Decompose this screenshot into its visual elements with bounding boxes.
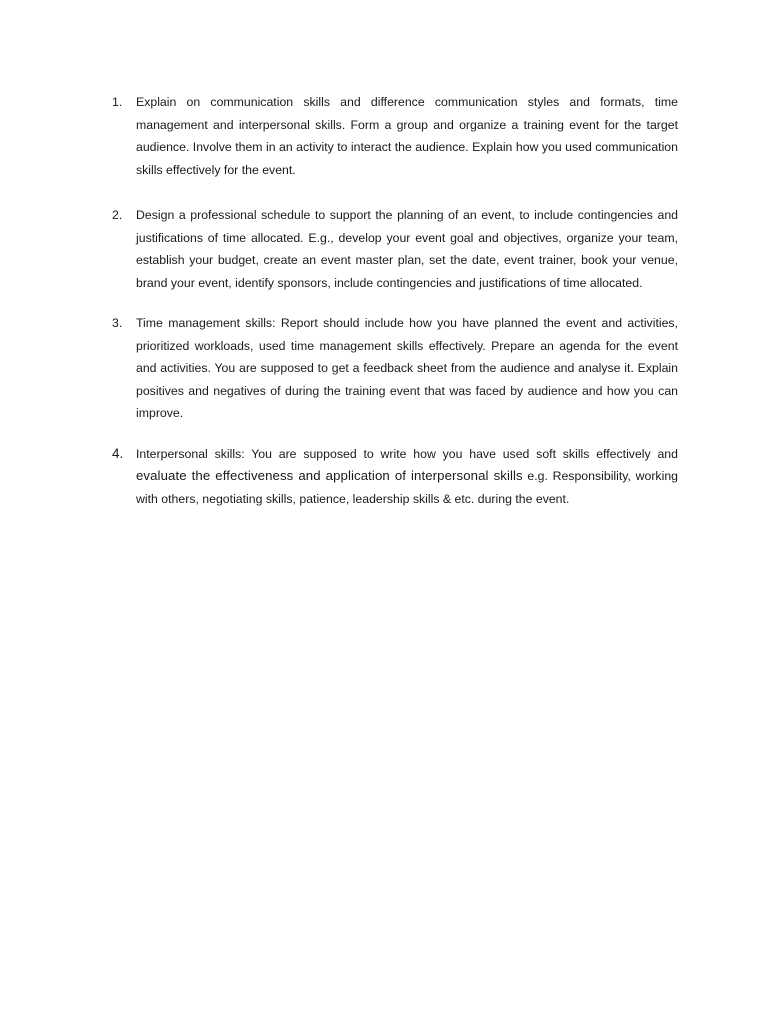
list-item-number: 4. — [112, 445, 124, 461]
list-item-1 — [112, 91, 678, 181]
list-item-3 — [112, 312, 678, 425]
list-item-number: 1. — [112, 95, 123, 109]
list-item-number: 2. — [112, 208, 123, 222]
list-item-4 — [112, 443, 678, 511]
list-item-text-part2: e.g. Responsibility, working with others, negotiating skills, patience, leadership skills & etc. during the event. — [136, 469, 678, 506]
list-item-2 — [112, 204, 678, 294]
list-item-text: Time management skills: Report should include how you have planned the event and activities, prioritized workloads, used time management skills effectively. Prepare an agenda for the event and activities. You are supposed to get a feedback sheet from the audience and analyse it. Explain positives and negatives of during the training event that was faced by audience and how you can improve. — [136, 316, 678, 420]
list-item-text-emphasis: evaluate the effectiveness and application of interpersonal skills — [136, 468, 523, 483]
list-item-number: 3. — [112, 316, 123, 330]
list-item-text: Explain on communication skills and difference communication styles and formats, time management and interpersonal skills. Form a group and organize a training event for the target audience. Involve them in an activity to interact the audience. Explain how you used communication skills effectively for the event. — [136, 95, 678, 177]
list-item-text-part1: Interpersonal skills: You are supposed to write how you have used soft skills effectively and — [136, 446, 678, 461]
list-item-text: Design a professional schedule to support the planning of an event, to include contingencies and justifications of time allocated. E.g., develop your event goal and objectives, organize your team, establish your budget, create an event master plan, set the date, event trainer, book your venue, brand your event, identify sponsors, include contingencies and justifications of time allocated. — [136, 208, 678, 290]
numbered-list — [112, 91, 678, 510]
